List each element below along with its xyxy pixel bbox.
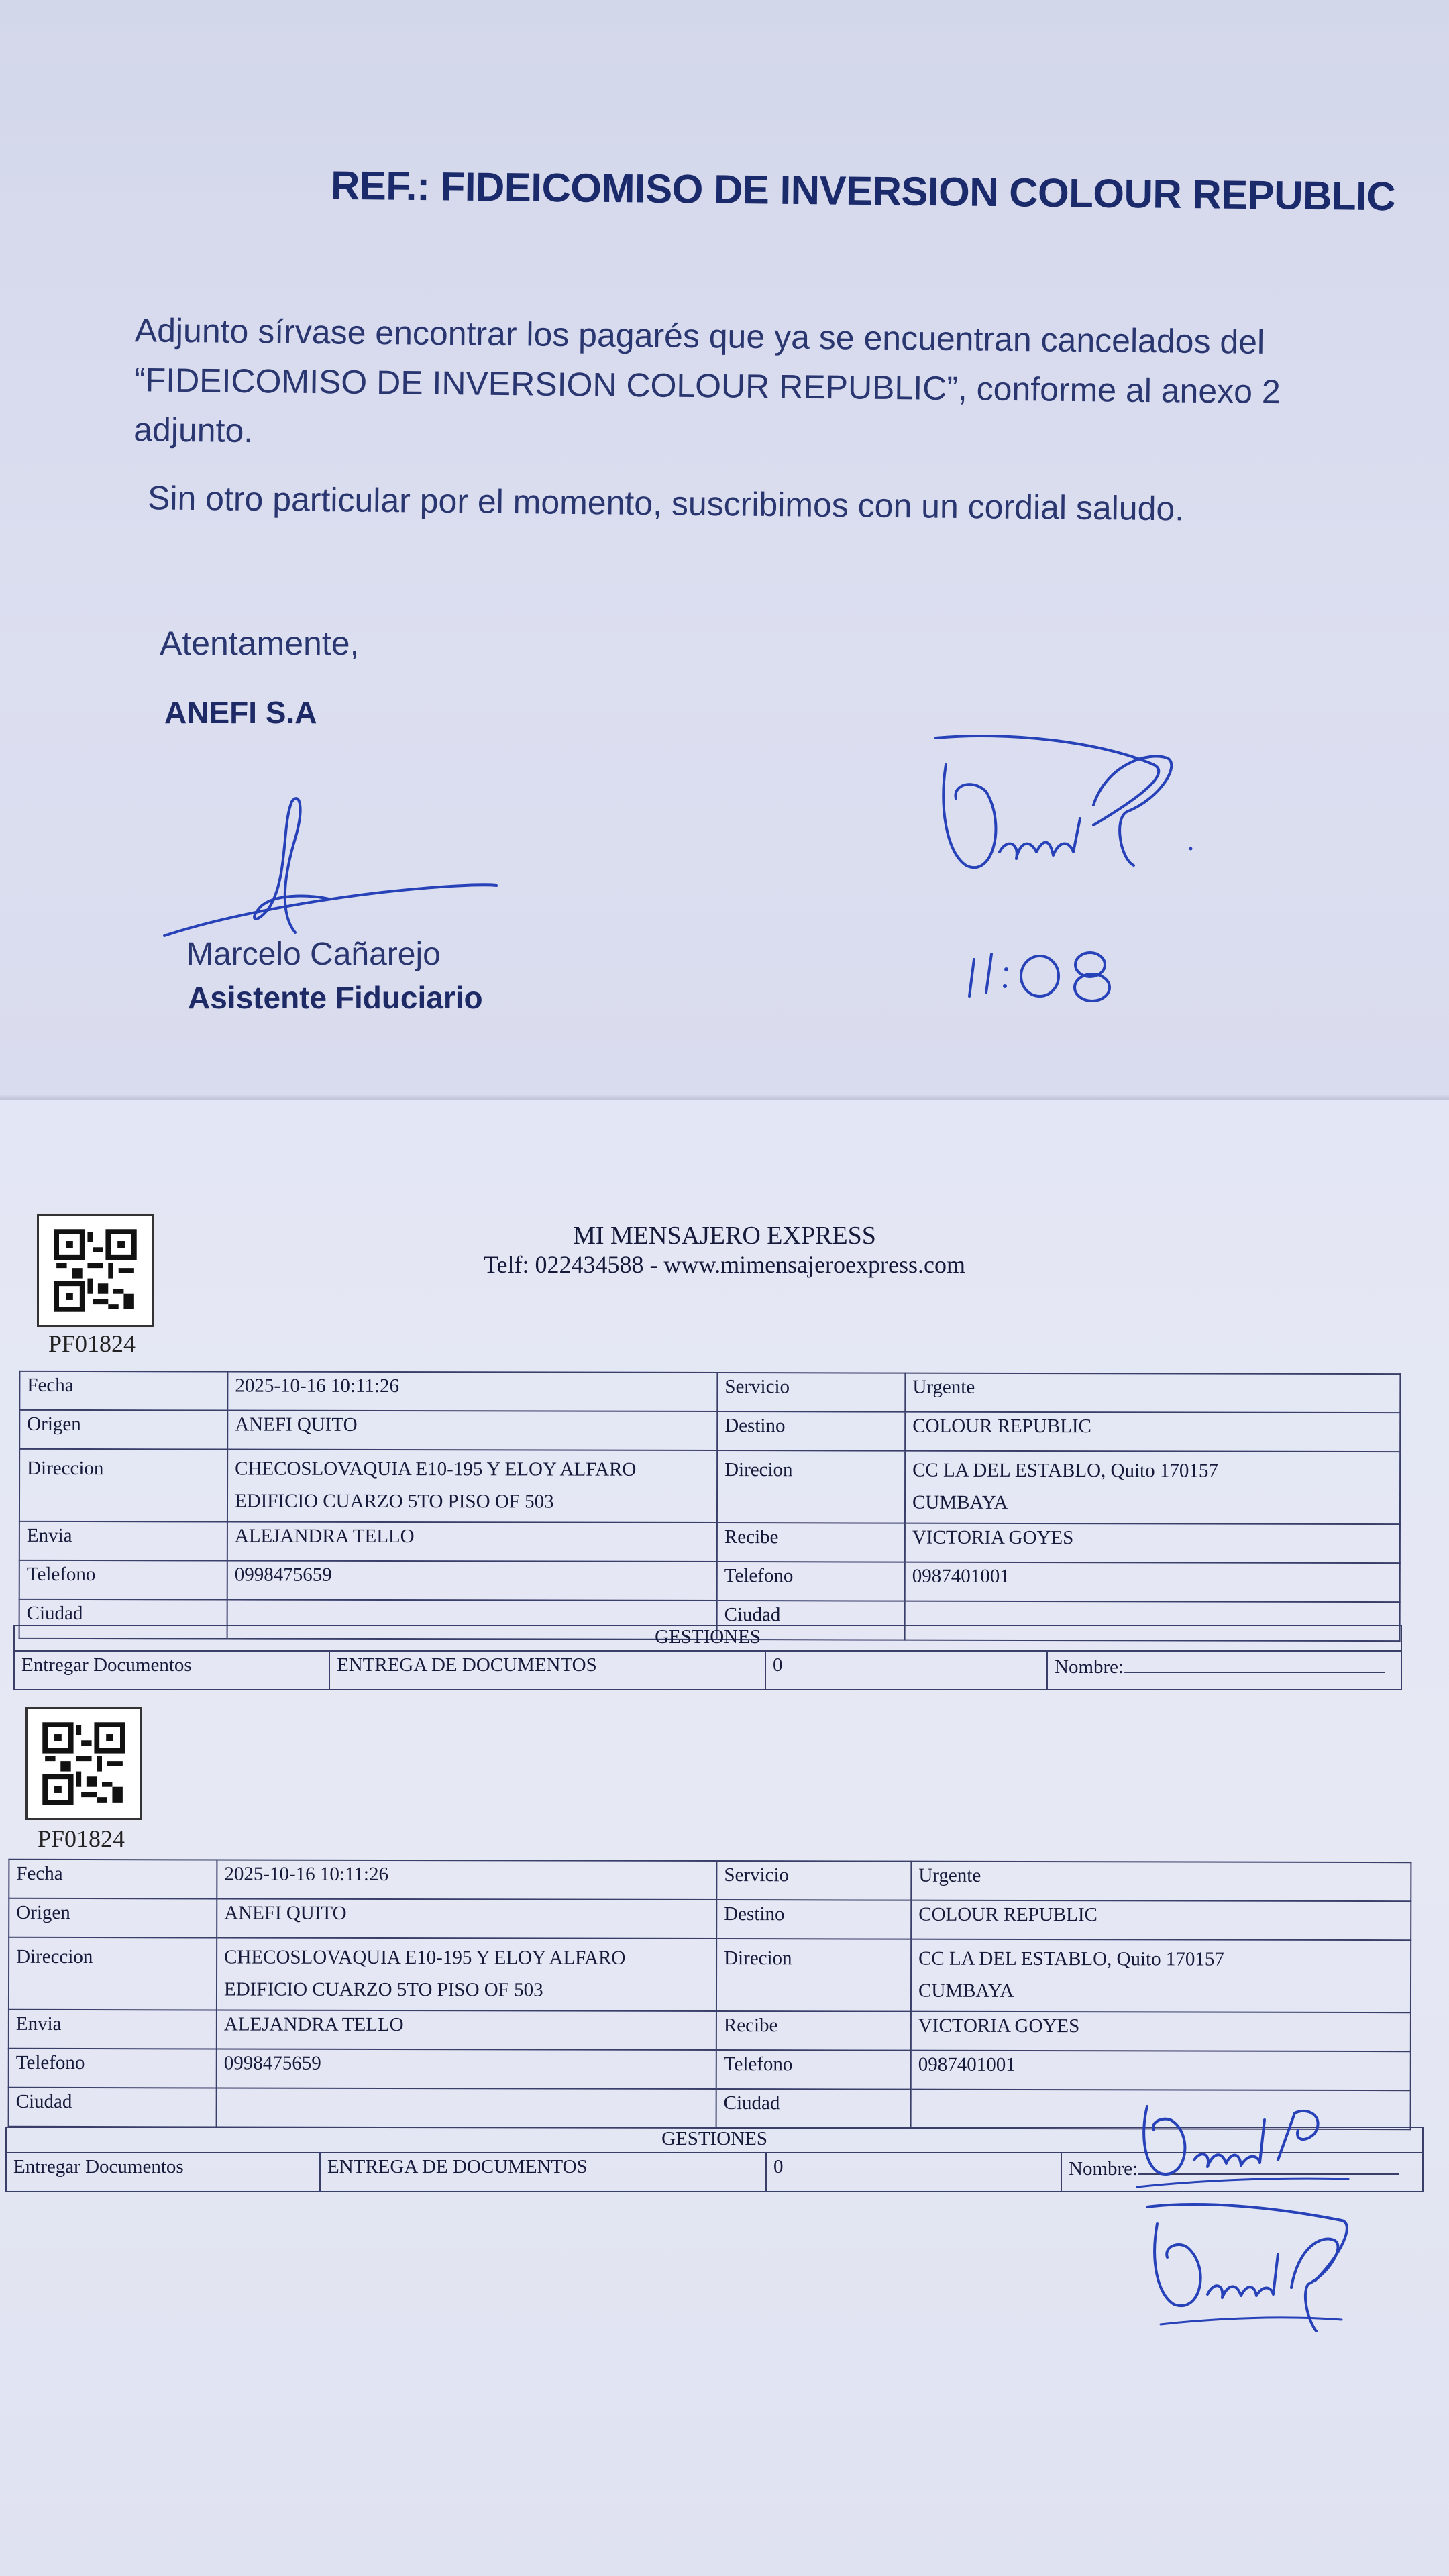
signer-title: Asistente Fiduciario bbox=[188, 980, 483, 1015]
label-telefono-2: Telefono bbox=[717, 1562, 905, 1601]
table-row bbox=[9, 1937, 1411, 2012]
table-row bbox=[19, 1449, 1400, 1524]
gestiones-header: GESTIONES bbox=[14, 1625, 1401, 1651]
direcion-line-2: CUMBAYA bbox=[918, 1980, 1014, 2002]
label-recibe: Recibe bbox=[717, 1523, 905, 1562]
handwritten-time bbox=[966, 939, 1140, 1006]
label-ciudad: Ciudad bbox=[9, 2088, 217, 2127]
direccion-line-1: CHECOSLOVAQUIA E10-195 Y ELOY ALFARO bbox=[224, 1946, 626, 1969]
qr-icon bbox=[39, 1216, 152, 1325]
value-destino: COLOUR REPUBLIC bbox=[905, 1412, 1400, 1452]
direccion-line-2: EDIFICIO CUARZO 5TO PISO OF 503 bbox=[223, 1978, 543, 2001]
gestiones-header: GESTIONES bbox=[6, 2127, 1423, 2153]
signature-marcelo bbox=[161, 792, 510, 959]
gestion-tipo: Entregar Documentos bbox=[6, 2153, 320, 2192]
table-row bbox=[9, 1898, 1411, 1940]
label-fecha: Fecha bbox=[9, 1860, 217, 1899]
paragraph-1-line-2: “FIDEICOMISO DE INVERSION COLOUR REPUBLIC”, conforme al anexo 2 adjunto. bbox=[133, 361, 1281, 450]
label-envia: Envia bbox=[9, 2010, 217, 2049]
table-row bbox=[14, 1651, 1401, 1690]
value-servicio: Urgente bbox=[905, 1373, 1400, 1413]
value-recibe: VICTORIA GOYES bbox=[905, 1523, 1400, 1564]
courier-name: MI MENSAJERO EXPRESS bbox=[573, 1222, 876, 1250]
signature-bottom bbox=[1140, 2194, 1368, 2341]
label-fecha: Fecha bbox=[19, 1371, 227, 1411]
label-servicio: Servicio bbox=[717, 1373, 905, 1412]
label-origen: Origen bbox=[9, 1898, 217, 1938]
value-fecha: 2025-10-16 10:11:26 bbox=[217, 1860, 716, 1900]
label-telefono: Telefono bbox=[19, 1560, 227, 1600]
table-row bbox=[19, 1410, 1400, 1452]
label-direcion: Direcion bbox=[716, 1939, 911, 2012]
value-ciudad bbox=[217, 2088, 716, 2128]
value-telefono-2: 0987401001 bbox=[905, 1562, 1400, 1603]
gestiones-table-1 bbox=[13, 1625, 1402, 1690]
nombre-label: Nombre: bbox=[1069, 2158, 1138, 2180]
value-destino: COLOUR REPUBLIC bbox=[911, 1900, 1411, 1941]
value-fecha: 2025-10-16 10:11:26 bbox=[227, 1371, 717, 1411]
gestion-descripcion: ENTREGA DE DOCUMENTOS bbox=[320, 2153, 766, 2192]
courier-sheet bbox=[0, 1100, 1449, 2576]
table-row bbox=[9, 2010, 1411, 2051]
gestion-descripcion: ENTREGA DE DOCUMENTOS bbox=[329, 1651, 765, 1690]
label-origen: Origen bbox=[19, 1410, 227, 1450]
table-row bbox=[19, 1521, 1400, 1563]
label-envia: Envia bbox=[19, 1521, 227, 1561]
direcion-line-1: CC LA DEL ESTABLO, Quito 170157 bbox=[912, 1459, 1218, 1482]
table-row bbox=[19, 1371, 1400, 1413]
value-telefono: 0998475659 bbox=[217, 2049, 716, 2089]
value-telefono-2: 0987401001 bbox=[911, 2051, 1411, 2091]
label-ciudad-2: Ciudad bbox=[717, 1601, 905, 1640]
tracking-code-2: PF01824 bbox=[38, 1825, 125, 1852]
signature-receiver bbox=[926, 724, 1208, 926]
delivery-form-1 bbox=[19, 1371, 1401, 1642]
signer-name: Marcelo Cañarejo bbox=[186, 936, 441, 972]
qr-icon bbox=[28, 1709, 140, 1818]
value-envia: ALEJANDRA TELLO bbox=[227, 1521, 717, 1562]
direcion-line-1: CC LA DEL ESTABLO, Quito 170157 bbox=[918, 1947, 1224, 1970]
closing: Atentamente, bbox=[160, 625, 360, 662]
value-origen: ANEFI QUITO bbox=[227, 1410, 717, 1450]
gestion-cantidad: 0 bbox=[766, 2153, 1061, 2192]
label-servicio: Servicio bbox=[716, 1861, 911, 1900]
gestion-nombre bbox=[1047, 1651, 1401, 1690]
value-telefono: 0998475659 bbox=[227, 1560, 717, 1601]
paragraph-1-line-1: Adjunto sírvase encontrar los pagarés que ya se encuentran cancelados del bbox=[134, 311, 1265, 361]
gestion-cantidad: 0 bbox=[765, 1651, 1047, 1690]
label-direcion: Direcion bbox=[717, 1450, 905, 1523]
nombre-label: Nombre: bbox=[1055, 1656, 1124, 1678]
direccion-line-1: CHECOSLOVAQUIA E10-195 Y ELOY ALFARO bbox=[235, 1458, 637, 1481]
delivery-form-2 bbox=[8, 1859, 1412, 2130]
label-destino: Destino bbox=[716, 1900, 911, 1939]
label-telefono: Telefono bbox=[9, 2049, 217, 2088]
letter-sheet bbox=[0, 0, 1449, 1100]
label-direccion: Direccion bbox=[19, 1449, 227, 1522]
value-envia: ALEJANDRA TELLO bbox=[217, 2010, 716, 2050]
label-recibe: Recibe bbox=[716, 2011, 911, 2051]
tracking-code-1: PF01824 bbox=[48, 1330, 136, 1357]
value-direccion bbox=[217, 1937, 716, 2011]
body-paragraph-2: Sin otro particular por el momento, suscribimos con un cordial saludo. bbox=[147, 479, 1185, 528]
signature-nombre bbox=[1134, 2093, 1355, 2194]
value-origen: ANEFI QUITO bbox=[217, 1898, 716, 1939]
courier-header bbox=[389, 1221, 1060, 1279]
body-paragraph-1 bbox=[133, 305, 1383, 467]
company-name: ANEFI S.A bbox=[164, 695, 317, 730]
table-row bbox=[9, 2049, 1411, 2090]
reference-line: REF.: FIDEICOMISO DE INVERSION COLOUR REPUBLIC bbox=[330, 162, 1396, 219]
label-telefono-2: Telefono bbox=[716, 2050, 911, 2090]
value-servicio: Urgente bbox=[911, 1862, 1411, 1902]
gestion-tipo: Entregar Documentos bbox=[14, 1651, 329, 1690]
table-row bbox=[9, 1860, 1411, 1901]
value-direcion bbox=[911, 1939, 1411, 2013]
label-destino: Destino bbox=[717, 1411, 905, 1451]
label-ciudad: Ciudad bbox=[19, 1599, 227, 1639]
courier-contact: Telf: 022434588 - www.mimensajeroexpress.com bbox=[484, 1251, 965, 1278]
table-row bbox=[14, 1625, 1401, 1651]
direccion-line-2: EDIFICIO CUARZO 5TO PISO OF 503 bbox=[234, 1490, 554, 1513]
qr-code-1 bbox=[37, 1214, 154, 1327]
value-recibe: VICTORIA GOYES bbox=[911, 2012, 1411, 2052]
table-row bbox=[19, 1560, 1400, 1602]
qr-code-2 bbox=[25, 1707, 142, 1820]
value-direcion bbox=[905, 1451, 1400, 1525]
value-direccion bbox=[227, 1449, 717, 1523]
nombre-blank bbox=[1124, 1654, 1385, 1673]
label-ciudad-2: Ciudad bbox=[716, 2089, 911, 2129]
label-direccion: Direccion bbox=[9, 1937, 217, 2010]
direcion-line-2: CUMBAYA bbox=[912, 1491, 1008, 1513]
